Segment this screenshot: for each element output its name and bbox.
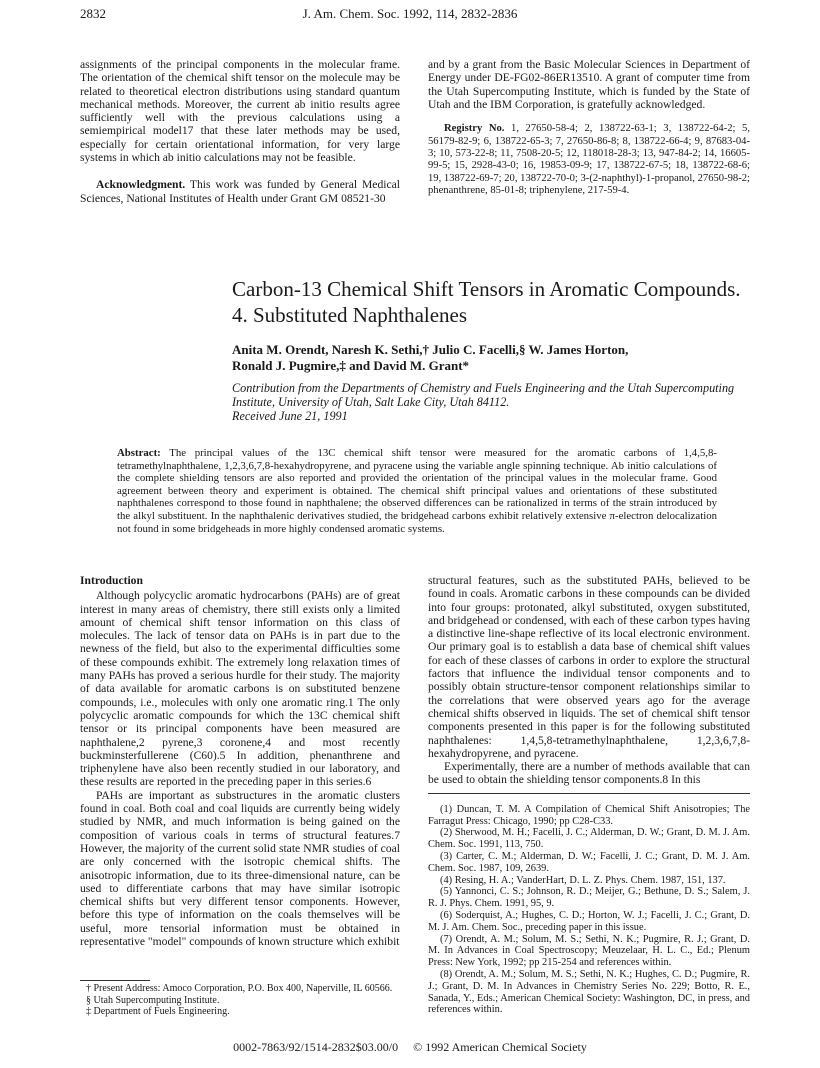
- reference-item: (8) Orendt, A. M.; Solum, M. S.; Sethi, N. K.; Hughes, C. D.; Pugmire, R. J.; Grant, D. M. In Advances in Chemistry Series No. 229; Botto, R. E., Sanada, Y., Eds.; American Chemical Society: Washington, DC, in press, and references within.: [428, 968, 750, 1016]
- journal-citation: J. Am. Chem. Soc. 1992, 114, 2832-2836: [302, 6, 518, 21]
- reference-item: (4) Resing, H. A.; VanderHart, D. L. Z. Phys. Chem. 1987, 151, 137.: [440, 874, 726, 886]
- footnote: † Present Address: Amoco Corporation, P.O. Box 400, Naperville, IL 60566.: [86, 983, 393, 994]
- reference-item: (3) Carter, C. M.; Alderman, D. W.; Facelli, J. C.; Grant, D. M. J. Am. Chem. Soc. 1987, 109, 2639.: [428, 850, 750, 874]
- body-left-column: [80, 574, 400, 948]
- author-list: [232, 342, 752, 374]
- paragraph: and by a grant from the Basic Molecular Sciences in Department of Energy under DE-FG02-86ER13510. A grant of computer time from the Utah Supercomputing Institute, which is funded by the State of Utah and the IBM Corporation, is gratefully acknowledged.: [428, 58, 750, 111]
- reference-item: (1) Duncan, T. M. A Compilation of Chemical Shift Anisotropies; The Farragut Press: Chicago, 1990; pp C28-C33.: [428, 803, 750, 827]
- running-header: [80, 6, 740, 26]
- reference-item: (6) Soderquist, A.; Hughes, C. D.; Horton, W. J.; Facelli, J. C.; Grant, D. M. J. Am. Chem. Soc., preceding paper in this issue.: [428, 909, 750, 933]
- copyright: © 1992 American Chemical Society: [413, 1040, 587, 1054]
- paragraph: Although polycyclic aromatic hydrocarbons (PAHs) are of great interest in many areas of chemistry, there still exists only a limited amount of chemical shift tensor information on this class of molecules. The lack of tensor data on PAHs is in part due to the newness of the field, but also to the experimental difficulties some of these compounds exhibit. The extremely long relaxation times of many PAHs has proved a serious hurdle for their study. The majority of data available for aromatic carbons is on substituted benzene compounds, i.e., molecules with only one aromatic ring.1 The only polycyclic aromatic compounds for which the 13C chemical shift tensor or its principal components have been measured are naphthalene,2 pyrene,3 coronene,4 and most recently buckminsterfullerene (C60).5 In addition, phenanthrene and triphenylene have also been recently studied in our laboratory, and these results are reported in the preceding paper in this series.6: [80, 589, 400, 789]
- affiliation: Contribution from the Departments of Chemistry and Fuels Engineering and the Utah Supercomputing Institute, University of Utah, Salt Lake City, Utah 84112.: [232, 381, 735, 410]
- paragraph: assignments of the principal components in the molecular frame. The orientation of the chemical shift tensor on the molecule may be related to theoretical electron distributions using standard quantum mechanical methods. Moreover, the current ab initio results agree sufficiently well with the previous calculations using a semiempirical model17 that these later methods may be used, especially for certain orientational information, for very large systems in which ab initio calculations may not be feasible.: [80, 58, 400, 165]
- footnotes: [80, 974, 400, 1018]
- page-number: 2832: [80, 6, 106, 21]
- previous-article-left-column: [80, 58, 400, 205]
- acknowledgment-text: This work was funded by General Medical Sciences, National Institutes of Health under Grant GM 08521-30: [80, 178, 400, 205]
- acknowledgment-heading: Acknowledgment.: [96, 178, 186, 192]
- article-code: 0002-7863/92/1514-2832$03.00/0: [233, 1040, 399, 1054]
- page-footer: [80, 1040, 740, 1055]
- authors-line-2: Ronald J. Pugmire,‡ and David M. Grant*: [232, 358, 470, 373]
- references-divider: [428, 793, 750, 794]
- footnote: ‡ Department of Fuels Engineering.: [86, 1006, 230, 1018]
- reference-item: (5) Yannonci, C. S.; Johnson, R. D.; Meijer, G.; Bethune, D. S.; Salem, J. R. J. Phys. Chem. 1991, 95, 9.: [428, 886, 750, 910]
- acknowledgment: [80, 178, 400, 205]
- paragraph: Experimentally, there are a number of methods available that can be used to obtain the shielding tensor components.8 In this: [428, 760, 750, 787]
- reference-list: [428, 804, 750, 1016]
- title-line-1: Carbon-13 Chemical Shift Tensors in Aromatic Compounds.: [232, 277, 741, 301]
- received-date: Received June 21, 1991: [232, 409, 348, 424]
- paragraph: structural features, such as the substituted PAHs, believed to be found in coals. Aromatic carbons in these compounds can be divided into four groups: protonated, alkyl substituted, oxygen substituted, and bridgehead or condensed, with each of these carbon types having a distinctive line-shape reflective of its local electronic environment. Our primary goal is to establish a data base of chemical shift values for each of these classes of carbons in order to explore the structural factors that influence the individual tensor components and to possibly obtain structure-tensor component relationships similar to the correlations that were observed years ago for the average chemical shifts observed in liquids. The set of chemical shift tensor components presented in this paper is for the following substituted naphthalenes: 1,4,5,8-tetramethylnaphthalene, 1,2,3,6,7,8-hexahydropyrene, and pyracene.: [428, 574, 750, 760]
- abstract: [117, 447, 717, 535]
- abstract-text: The principal values of the 13C chemical shift tensor were measured for the aromatic carbons of 1,4,5,8-tetramethylnaphthalene, 1,2,3,6,7,8-hexahydropyrene, and pyracene using the variable angle spinning technique. Ab initio calculations of the complete shielding tensors are also reported and provided the orientation of the principal values in the molecular frame. Good agreement between theory and experiment is obtained. The chemical shift principal values and orientations of these substituted naphthalenes correspond to those found in naphthalene; the observed differences can be rationalized in terms of the strain introduced by the alkyl substituent. In the naphthalenic derivatives studied, the bridgehead carbons exhibit relatively extensive π-electron delocalization not found in some bridgeheads in more highly condensed aromatic systems.: [117, 447, 717, 535]
- authors-line-1: Anita M. Orendt, Naresh K. Sethi,† Julio C. Facelli,§ W. James Horton,: [232, 342, 629, 357]
- reference-item: (2) Sherwood, M. H.; Facelli, J. C.; Alderman, D. W.; Grant, D. M. J. Am. Chem. Soc. 1991, 113, 750.: [428, 827, 750, 851]
- section-heading: Introduction: [80, 574, 143, 587]
- registry-numbers: [428, 123, 750, 197]
- footnote-divider: [80, 980, 150, 981]
- article-title: [232, 276, 772, 328]
- body-right-column: [428, 574, 750, 1016]
- registry-text: 1, 27650-58-4; 2, 138722-63-1; 3, 138722-64-2; 5, 56179-82-9; 6, 138722-65-3; 7, 27650-86-8; 8, 138722-66-4; 9, 87683-04-3; 10, 573-22-8; 11, 7508-20-5; 12, 118018-28-3; 13, 947-84-2; 14, 16605-99-5; 15, 2928-43-0; 16, 19853-09-9; 17, 138722-67-5; 18, 138722-68-6; 19, 138722-69-7; 20, 138722-70-0; 3-(2-naphthyl)-1-propanol, 27650-98-2; phenanthrene, 85-01-8; triphenylene, 217-59-4.: [428, 123, 750, 197]
- abstract-label: Abstract:: [117, 447, 161, 459]
- footnote: § Utah Supercomputing Institute.: [86, 994, 220, 1006]
- title-line-2: 4. Substituted Naphthalenes: [232, 303, 468, 327]
- reference-item: (7) Orendt, A. M.; Solum, M. S.; Sethi, N. K.; Pugmire, R. J.; Grant, D. M. In Advances in Coal Spectroscopy; Meuzelaar, H. L. C., Ed.; Plenum Press: New York, 1992; pp 215-254 and references within.: [428, 933, 750, 969]
- registry-heading: Registry No.: [444, 123, 505, 135]
- previous-article-right-column: [428, 58, 750, 198]
- paragraph: PAHs are important as substructures in the aromatic clusters found in coal. Both coal and coal liquids are currently being widely studied by NMR, and much information is being gained on the composition of various coals in terms of structural features.7 However, the majority of the current solid state NMR studies of coal are only concerned with the isotropic chemical shifts. The anisotropic information, due to its three-dimensional nature, can be used to differentiate carbons that may have similar isotropic chemical shifts but very different tensor components. However, before this type of information on the coals themselves will be useful, more tensorial information must be obtained in representative "model" compounds of known structure which exhibit: [80, 788, 400, 949]
- affiliation-block: [232, 381, 762, 424]
